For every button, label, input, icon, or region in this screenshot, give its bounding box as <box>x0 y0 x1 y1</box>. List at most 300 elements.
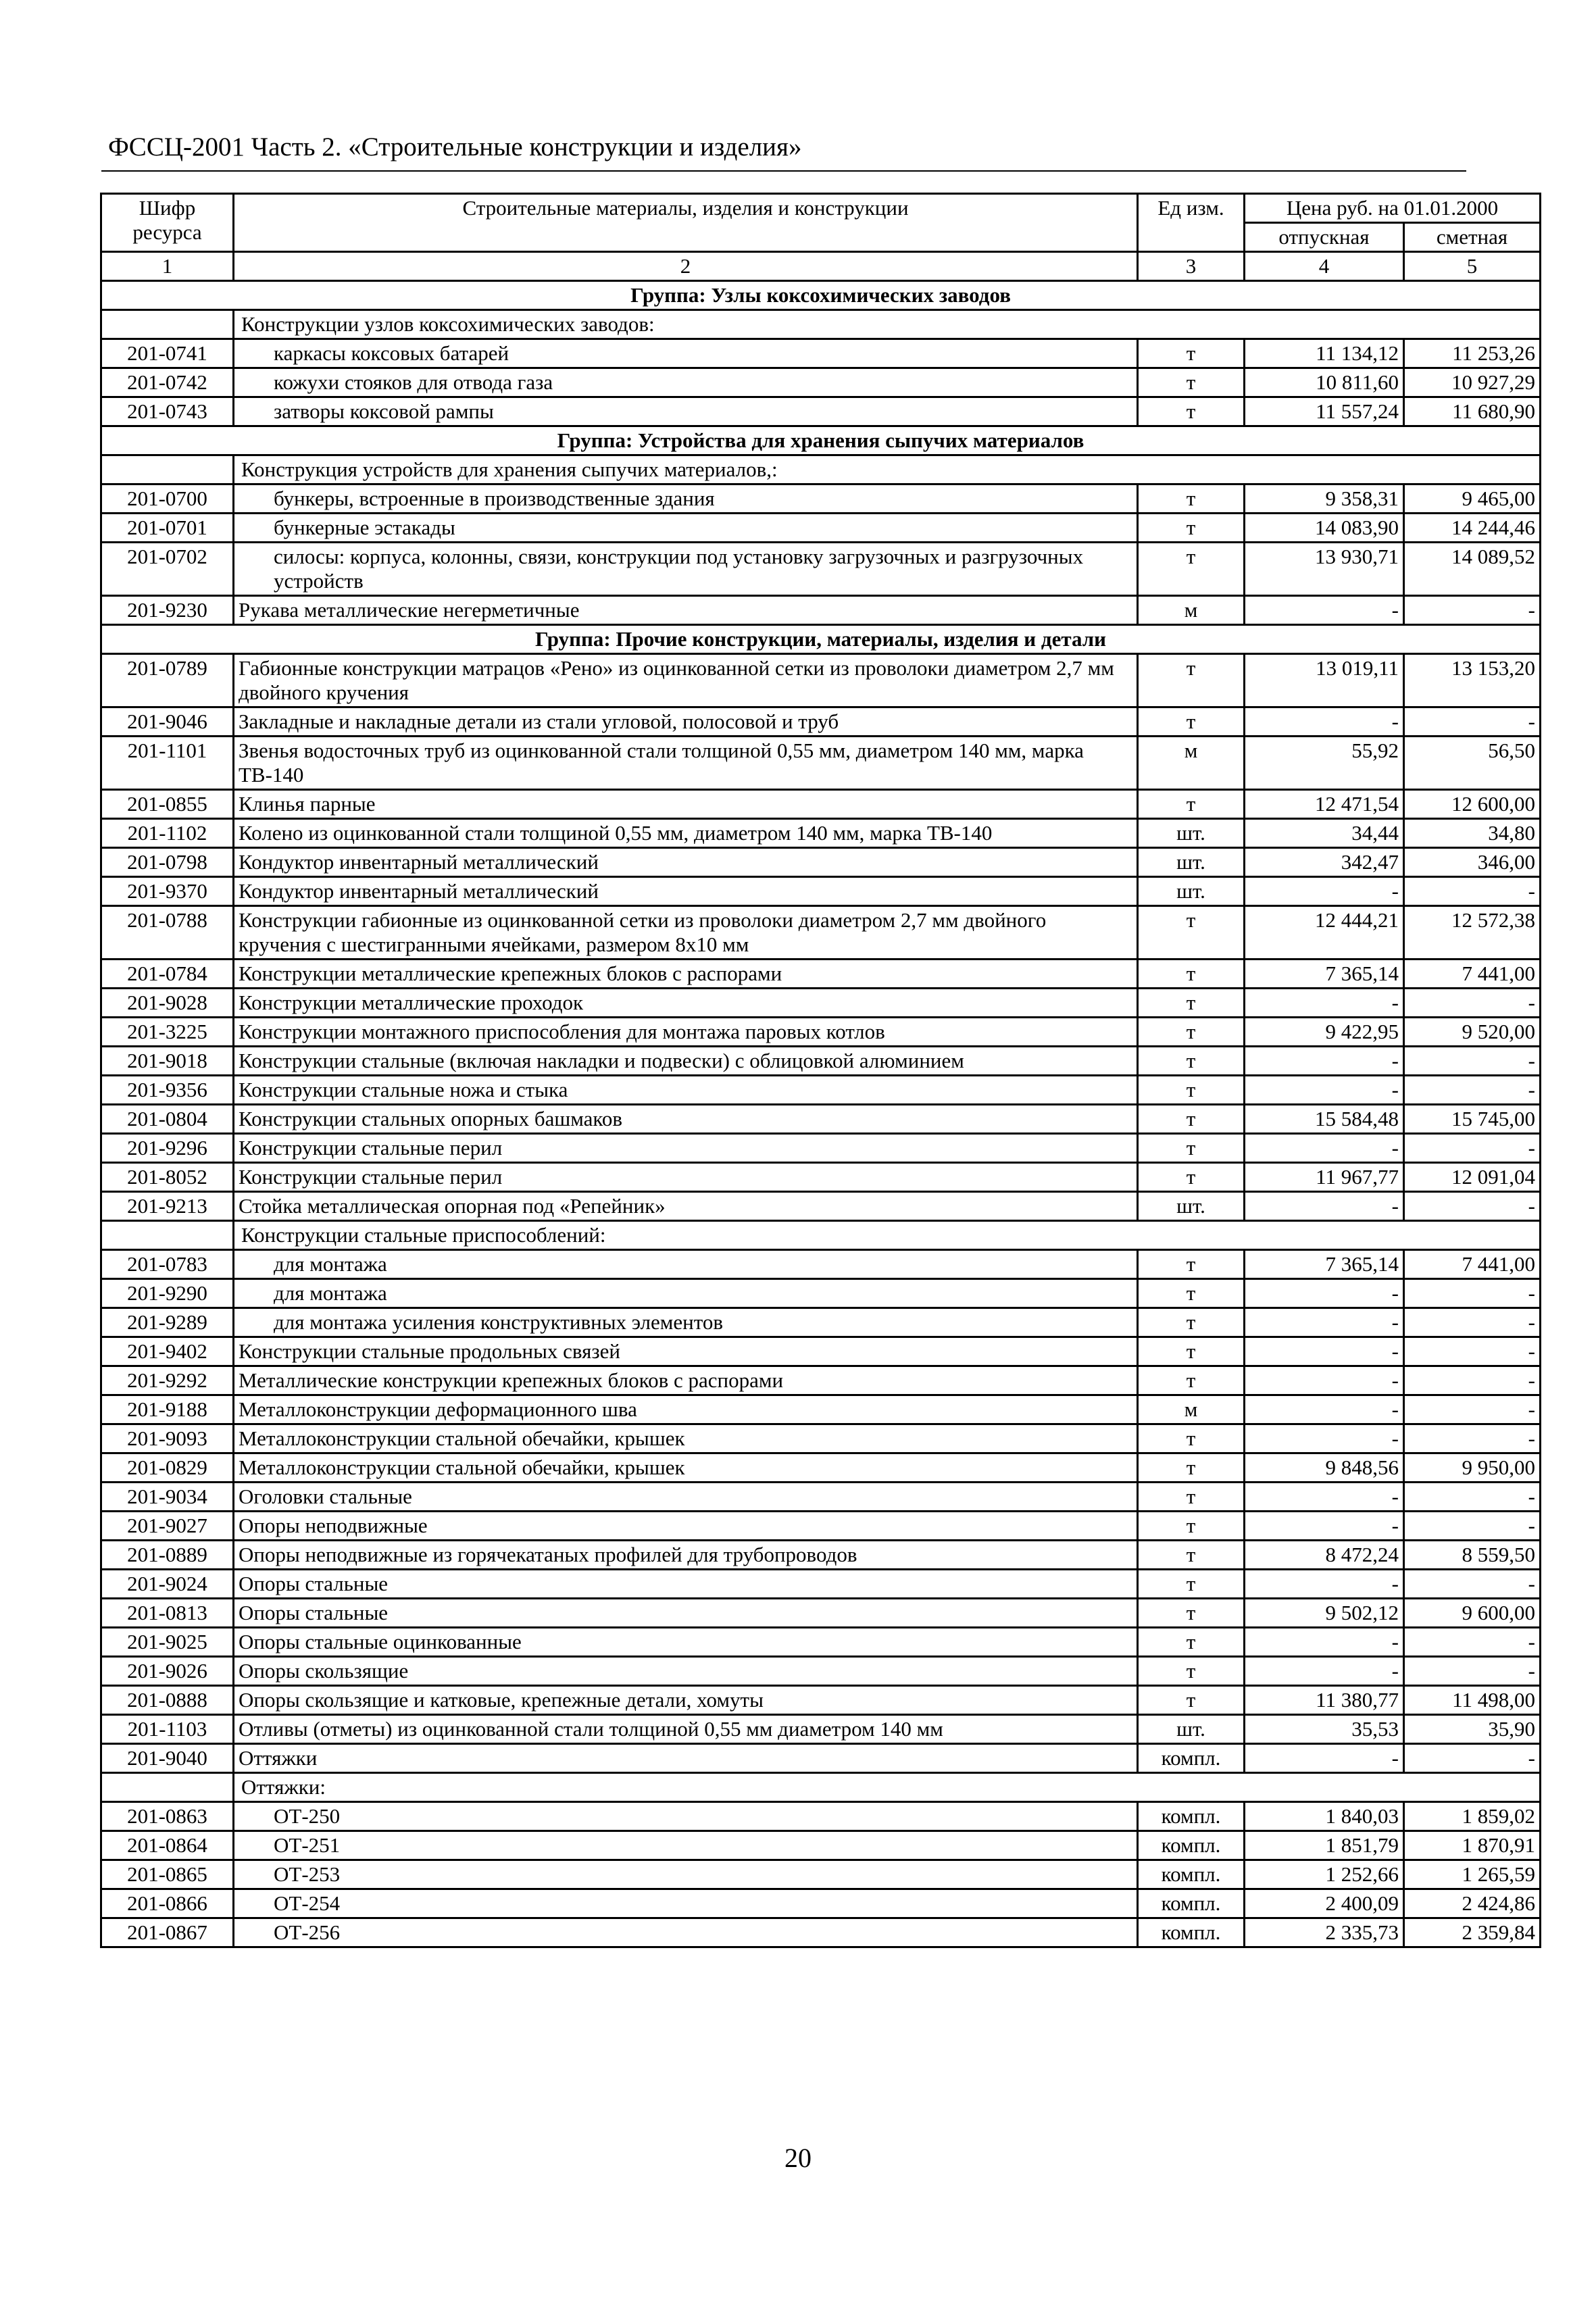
subheading-row <box>101 1221 1541 1250</box>
material-name-cell: бункеры, встроенные в производственные здания <box>234 484 1138 514</box>
release-price-cell: 342,47 <box>1245 848 1404 877</box>
table-row <box>101 989 1541 1018</box>
resource-code-cell: 201-3225 <box>101 1018 234 1047</box>
material-name-cell: ОТ-256 <box>234 1918 1138 1947</box>
table-row <box>101 1657 1541 1686</box>
resource-code-cell: 201-1101 <box>101 737 234 790</box>
estimate-price-cell: - <box>1404 1395 1541 1424</box>
resource-code-cell: 201-9370 <box>101 877 234 906</box>
resource-code-cell: 201-0700 <box>101 484 234 514</box>
resource-code-cell: 201-0888 <box>101 1686 234 1715</box>
material-name-cell: Клинья парные <box>234 790 1138 819</box>
estimate-price-cell: - <box>1404 1308 1541 1337</box>
resource-code-cell: 201-9040 <box>101 1744 234 1773</box>
table-row <box>101 737 1541 790</box>
empty-cell <box>101 1221 234 1250</box>
column-number: 3 <box>1138 252 1245 281</box>
table-row <box>101 654 1541 707</box>
unit-cell: т <box>1138 1453 1245 1483</box>
subheading: Оттяжки: <box>234 1773 1541 1802</box>
estimate-price-cell: 2 359,84 <box>1404 1918 1541 1947</box>
subheading-row <box>101 310 1541 339</box>
resource-code-cell: 201-9188 <box>101 1395 234 1424</box>
resource-code-cell: 201-0784 <box>101 960 234 989</box>
estimate-price-cell: 12 572,38 <box>1404 906 1541 960</box>
release-price-cell: 11 967,77 <box>1245 1163 1404 1192</box>
estimate-price-cell: 9 465,00 <box>1404 484 1541 514</box>
subheading: Конструкции стальные приспособлений: <box>234 1221 1541 1250</box>
estimate-price-cell: 8 559,50 <box>1404 1541 1541 1570</box>
unit-cell: т <box>1138 339 1245 368</box>
estimate-price-cell: 10 927,29 <box>1404 368 1541 397</box>
unit-cell: т <box>1138 654 1245 707</box>
material-name-cell: Опоры стальные <box>234 1570 1138 1599</box>
table-row <box>101 1483 1541 1512</box>
unit-cell: т <box>1138 1308 1245 1337</box>
material-name-cell: Конструкции металлические проходок <box>234 989 1138 1018</box>
material-name-cell: Конструкции стальные (включая накладки и подвески) с облицовкой алюминием <box>234 1047 1138 1076</box>
estimate-price-cell: - <box>1404 989 1541 1018</box>
unit-cell: т <box>1138 368 1245 397</box>
resource-code-cell: 201-0742 <box>101 368 234 397</box>
estimate-price-cell: - <box>1404 1512 1541 1541</box>
table-row <box>101 790 1541 819</box>
release-price-cell: 12 471,54 <box>1245 790 1404 819</box>
release-price-cell: - <box>1245 1047 1404 1076</box>
material-name-cell: ОТ-251 <box>234 1831 1138 1860</box>
release-price-cell: 11 557,24 <box>1245 397 1404 426</box>
table-row <box>101 707 1541 737</box>
material-name-cell: ОТ-253 <box>234 1860 1138 1889</box>
release-price-cell: - <box>1245 1308 1404 1337</box>
estimate-price-cell: - <box>1404 1076 1541 1105</box>
material-name-cell: Отливы (отметы) из оцинкованной стали толщиной 0,55 мм диаметром 140 мм <box>234 1715 1138 1744</box>
estimate-price-cell: 9 600,00 <box>1404 1599 1541 1628</box>
column-header-name: Строительные материалы, изделия и конструкции <box>234 194 1138 252</box>
subheading-row <box>101 455 1541 484</box>
estimate-price-cell: - <box>1404 1570 1541 1599</box>
table-row <box>101 397 1541 426</box>
material-name-cell: Стойка металлическая опорная под «Репейник» <box>234 1192 1138 1221</box>
table-row <box>101 1279 1541 1308</box>
table-row <box>101 1424 1541 1453</box>
estimate-price-cell: 35,90 <box>1404 1715 1541 1744</box>
material-name-cell: Металлоконструкции стальной обечайки, крышек <box>234 1424 1138 1453</box>
table-row <box>101 877 1541 906</box>
header-divider <box>101 170 1466 172</box>
unit-cell: шт. <box>1138 1715 1245 1744</box>
table-row <box>101 1599 1541 1628</box>
group-heading: Группа: Прочие конструкции, материалы, изделия и детали <box>101 625 1541 654</box>
table-row <box>101 1453 1541 1483</box>
unit-cell: т <box>1138 1366 1245 1395</box>
release-price-cell: 8 472,24 <box>1245 1541 1404 1570</box>
release-price-cell: 35,53 <box>1245 1715 1404 1744</box>
material-name-cell: Конструкции стальные перил <box>234 1163 1138 1192</box>
release-price-cell: 9 848,56 <box>1245 1453 1404 1483</box>
release-price-cell: 2 400,09 <box>1245 1889 1404 1918</box>
unit-cell: т <box>1138 1047 1245 1076</box>
unit-cell: шт. <box>1138 819 1245 848</box>
unit-cell: т <box>1138 1483 1245 1512</box>
material-name-cell: Оголовки стальные <box>234 1483 1138 1512</box>
column-header-code: Шифр ресурса <box>101 194 234 252</box>
release-price-cell: - <box>1245 1076 1404 1105</box>
unit-cell: м <box>1138 596 1245 625</box>
table-row <box>101 960 1541 989</box>
release-price-cell: - <box>1245 1483 1404 1512</box>
table-row <box>101 1541 1541 1570</box>
release-price-cell: - <box>1245 1512 1404 1541</box>
material-name-cell: для монтажа <box>234 1279 1138 1308</box>
release-price-cell: - <box>1245 1424 1404 1453</box>
unit-cell: компл. <box>1138 1744 1245 1773</box>
release-price-cell: - <box>1245 707 1404 737</box>
table-row <box>101 1918 1541 1947</box>
resource-code-cell: 201-0741 <box>101 339 234 368</box>
price-table-body <box>101 194 1541 1947</box>
table-row <box>101 596 1541 625</box>
unit-cell: т <box>1138 1076 1245 1105</box>
table-row <box>101 1018 1541 1047</box>
material-name-cell: Металлоконструкции стальной обечайки, крышек <box>234 1453 1138 1483</box>
material-name-cell: Опоры стальные <box>234 1599 1138 1628</box>
estimate-price-cell: - <box>1404 1366 1541 1395</box>
estimate-price-cell: - <box>1404 1628 1541 1657</box>
material-name-cell: Опоры стальные оцинкованные <box>234 1628 1138 1657</box>
unit-cell: компл. <box>1138 1860 1245 1889</box>
estimate-price-cell: - <box>1404 1047 1541 1076</box>
material-name-cell: Конструкции монтажного приспособления для монтажа паровых котлов <box>234 1018 1138 1047</box>
material-name-cell: Звенья водосточных труб из оцинкованной стали толщиной 0,55 мм, диаметром 140 мм, марка ТВ-140 <box>234 737 1138 790</box>
group-heading-row <box>101 625 1541 654</box>
column-numbers-row <box>101 252 1541 281</box>
resource-code-cell: 201-9292 <box>101 1366 234 1395</box>
release-price-cell: 34,44 <box>1245 819 1404 848</box>
estimate-price-cell: 56,50 <box>1404 737 1541 790</box>
material-name-cell: Рукава металлические негерметичные <box>234 596 1138 625</box>
table-row <box>101 906 1541 960</box>
unit-cell: т <box>1138 1134 1245 1163</box>
table-row <box>101 1047 1541 1076</box>
unit-cell: т <box>1138 1628 1245 1657</box>
resource-code-cell: 201-9290 <box>101 1279 234 1308</box>
unit-cell: шт. <box>1138 848 1245 877</box>
resource-code-cell: 201-9289 <box>101 1308 234 1337</box>
unit-cell: т <box>1138 1250 1245 1279</box>
material-name-cell: Закладные и накладные детали из стали угловой, полосовой и труб <box>234 707 1138 737</box>
unit-cell: шт. <box>1138 1192 1245 1221</box>
unit-cell: т <box>1138 1512 1245 1541</box>
release-price-cell: 13 019,11 <box>1245 654 1404 707</box>
table-row <box>101 1192 1541 1221</box>
column-number: 5 <box>1404 252 1541 281</box>
material-name-cell: Опоры скользящие и катковые, крепежные детали, хомуты <box>234 1686 1138 1715</box>
estimate-price-cell: 7 441,00 <box>1404 960 1541 989</box>
table-row <box>101 1163 1541 1192</box>
column-header-unit: Ед изм. <box>1138 194 1245 252</box>
table-row <box>101 1628 1541 1657</box>
table-row <box>101 543 1541 596</box>
material-name-cell: для монтажа <box>234 1250 1138 1279</box>
estimate-price-cell: 9 950,00 <box>1404 1453 1541 1483</box>
material-name-cell: Металлические конструкции крепежных блоков с распорами <box>234 1366 1138 1395</box>
estimate-price-cell: 12 091,04 <box>1404 1163 1541 1192</box>
resource-code-cell: 201-9093 <box>101 1424 234 1453</box>
resource-code-cell: 201-9024 <box>101 1570 234 1599</box>
material-name-cell: каркасы коксовых батарей <box>234 339 1138 368</box>
column-number: 2 <box>234 252 1138 281</box>
material-name-cell: Кондуктор инвентарный металлический <box>234 848 1138 877</box>
resource-code-cell: 201-0813 <box>101 1599 234 1628</box>
material-name-cell: Конструкции стальные перил <box>234 1134 1138 1163</box>
unit-cell: т <box>1138 1686 1245 1715</box>
material-name-cell: Опоры неподвижные из горячекатаных профилей для трубопроводов <box>234 1541 1138 1570</box>
estimate-price-cell: 11 498,00 <box>1404 1686 1541 1715</box>
material-name-cell: Конструкции стальные ножа и стыка <box>234 1076 1138 1105</box>
unit-cell: компл. <box>1138 1831 1245 1860</box>
estimate-price-cell: 2 424,86 <box>1404 1889 1541 1918</box>
release-price-cell: - <box>1245 877 1404 906</box>
table-row <box>101 368 1541 397</box>
table-row <box>101 1744 1541 1773</box>
unit-cell: т <box>1138 1599 1245 1628</box>
unit-cell: т <box>1138 790 1245 819</box>
estimate-price-cell: 14 244,46 <box>1404 514 1541 543</box>
resource-code-cell: 201-0829 <box>101 1453 234 1483</box>
unit-cell: т <box>1138 1279 1245 1308</box>
material-name-cell: ОТ-254 <box>234 1889 1138 1918</box>
table-row <box>101 1366 1541 1395</box>
table-row <box>101 1860 1541 1889</box>
estimate-price-cell: - <box>1404 707 1541 737</box>
release-price-cell: - <box>1245 1192 1404 1221</box>
empty-cell <box>101 455 234 484</box>
table-row <box>101 1512 1541 1541</box>
estimate-price-cell: - <box>1404 877 1541 906</box>
release-price-cell: 9 358,31 <box>1245 484 1404 514</box>
release-price-cell: - <box>1245 1570 1404 1599</box>
unit-cell: т <box>1138 397 1245 426</box>
material-name-cell: ОТ-250 <box>234 1802 1138 1831</box>
resource-code-cell: 201-0855 <box>101 790 234 819</box>
table-row <box>101 1570 1541 1599</box>
release-price-cell: - <box>1245 596 1404 625</box>
table-row <box>101 848 1541 877</box>
subheading: Конструкции узлов коксохимических заводов: <box>234 310 1541 339</box>
material-name-cell: Металлоконструкции деформационного шва <box>234 1395 1138 1424</box>
material-name-cell: силосы: корпуса, колонны, связи, конструкции под установку загрузочных и разгрузочных устройств <box>234 543 1138 596</box>
table-row <box>101 1250 1541 1279</box>
material-name-cell: Оттяжки <box>234 1744 1138 1773</box>
material-name-cell: Конструкции стальных опорных башмаков <box>234 1105 1138 1134</box>
resource-code-cell: 201-1103 <box>101 1715 234 1744</box>
unit-cell: т <box>1138 1337 1245 1366</box>
release-price-cell: 9 422,95 <box>1245 1018 1404 1047</box>
estimate-price-cell: 14 089,52 <box>1404 543 1541 596</box>
empty-cell <box>101 310 234 339</box>
table-row <box>101 1395 1541 1424</box>
estimate-price-cell: 34,80 <box>1404 819 1541 848</box>
table-row <box>101 339 1541 368</box>
resource-code-cell: 201-0867 <box>101 1918 234 1947</box>
resource-code-cell: 201-0783 <box>101 1250 234 1279</box>
table-row <box>101 1715 1541 1744</box>
resource-code-cell: 201-9356 <box>101 1076 234 1105</box>
release-price-cell: 15 584,48 <box>1245 1105 1404 1134</box>
resource-code-cell: 201-0788 <box>101 906 234 960</box>
table-row <box>101 1337 1541 1366</box>
estimate-price-cell: 13 153,20 <box>1404 654 1541 707</box>
resource-code-cell: 201-9213 <box>101 1192 234 1221</box>
estimate-price-cell: 346,00 <box>1404 848 1541 877</box>
unit-cell: т <box>1138 1018 1245 1047</box>
material-name-cell: бункерные эстакады <box>234 514 1138 543</box>
estimate-price-cell: - <box>1404 1337 1541 1366</box>
resource-code-cell: 201-9402 <box>101 1337 234 1366</box>
group-heading: Группа: Узлы коксохимических заводов <box>101 281 1541 310</box>
release-price-cell: 11 380,77 <box>1245 1686 1404 1715</box>
table-row <box>101 1076 1541 1105</box>
release-price-cell: - <box>1245 1279 1404 1308</box>
estimate-price-cell: - <box>1404 1744 1541 1773</box>
unit-cell: т <box>1138 960 1245 989</box>
resource-code-cell: 201-0889 <box>101 1541 234 1570</box>
estimate-price-cell: 12 600,00 <box>1404 790 1541 819</box>
release-price-cell: - <box>1245 989 1404 1018</box>
release-price-cell: - <box>1245 1628 1404 1657</box>
unit-cell: компл. <box>1138 1889 1245 1918</box>
estimate-price-cell: - <box>1404 1657 1541 1686</box>
material-name-cell: Колено из оцинкованной стали толщиной 0,55 мм, диаметром 140 мм, марка ТВ-140 <box>234 819 1138 848</box>
unit-cell: м <box>1138 1395 1245 1424</box>
table-row <box>101 1308 1541 1337</box>
material-name-cell: затворы коксовой рампы <box>234 397 1138 426</box>
column-number: 4 <box>1245 252 1404 281</box>
table-row <box>101 1802 1541 1831</box>
release-price-cell: 1 851,79 <box>1245 1831 1404 1860</box>
unit-cell: т <box>1138 543 1245 596</box>
unit-cell: т <box>1138 1570 1245 1599</box>
resource-code-cell: 201-0804 <box>101 1105 234 1134</box>
release-price-cell: 2 335,73 <box>1245 1918 1404 1947</box>
resource-code-cell: 201-0702 <box>101 543 234 596</box>
estimate-price-cell: 1 265,59 <box>1404 1860 1541 1889</box>
release-price-cell: - <box>1245 1337 1404 1366</box>
resource-code-cell: 201-0864 <box>101 1831 234 1860</box>
table-row <box>101 1105 1541 1134</box>
unit-cell: т <box>1138 1541 1245 1570</box>
release-price-cell: 1 840,03 <box>1245 1802 1404 1831</box>
table-row <box>101 1686 1541 1715</box>
material-name-cell: Конструкции стальные продольных связей <box>234 1337 1138 1366</box>
unit-cell: т <box>1138 1657 1245 1686</box>
release-price-cell: 14 083,90 <box>1245 514 1404 543</box>
subheading: Конструкция устройств для хранения сыпучих материалов,: <box>234 455 1541 484</box>
material-name-cell: Габионные конструкции матрацов «Рено» из оцинкованной сетки из проволоки диаметром 2,7 мм двойного кручения <box>234 654 1138 707</box>
resource-code-cell: 201-9046 <box>101 707 234 737</box>
release-price-cell: 10 811,60 <box>1245 368 1404 397</box>
material-name-cell: Конструкции металлические крепежных блоков с распорами <box>234 960 1138 989</box>
resource-code-cell: 201-9034 <box>101 1483 234 1512</box>
release-price-cell: 55,92 <box>1245 737 1404 790</box>
unit-cell: т <box>1138 1105 1245 1134</box>
group-heading: Группа: Устройства для хранения сыпучих материалов <box>101 426 1541 455</box>
estimate-price-cell: - <box>1404 1192 1541 1221</box>
estimate-price-cell: 11 253,26 <box>1404 339 1541 368</box>
release-price-cell: 12 444,21 <box>1245 906 1404 960</box>
material-name-cell: Конструкции габионные из оцинкованной сетки из проволоки диаметром 2,7 мм двойного кручения с шестигранными ячейками, размером 8х10 мм <box>234 906 1138 960</box>
estimate-price-cell: 9 520,00 <box>1404 1018 1541 1047</box>
release-price-cell: - <box>1245 1744 1404 1773</box>
page-title: ФССЦ-2001 Часть 2. «Строительные конструкции и изделия» <box>108 132 802 161</box>
resource-code-cell: 201-9296 <box>101 1134 234 1163</box>
unit-cell: т <box>1138 906 1245 960</box>
estimate-price-cell: - <box>1404 1424 1541 1453</box>
column-header-estimate-price: сметная <box>1404 223 1541 252</box>
resource-code-cell: 201-0789 <box>101 654 234 707</box>
material-name-cell: Кондуктор инвентарный металлический <box>234 877 1138 906</box>
unit-cell: т <box>1138 707 1245 737</box>
group-heading-row <box>101 426 1541 455</box>
unit-cell: т <box>1138 514 1245 543</box>
release-price-cell: 7 365,14 <box>1245 1250 1404 1279</box>
material-name-cell: кожухи стояков для отвода газа <box>234 368 1138 397</box>
release-price-cell: - <box>1245 1657 1404 1686</box>
page-number: 20 <box>784 2143 812 2173</box>
release-price-cell: 13 930,71 <box>1245 543 1404 596</box>
table-row <box>101 819 1541 848</box>
estimate-price-cell: - <box>1404 1279 1541 1308</box>
resource-code-cell: 201-0863 <box>101 1802 234 1831</box>
estimate-price-cell: 1 859,02 <box>1404 1802 1541 1831</box>
table-header-row <box>101 194 1541 223</box>
empty-cell <box>101 1773 234 1802</box>
table-row <box>101 514 1541 543</box>
price-table <box>100 193 1541 1948</box>
material-name-cell: для монтажа усиления конструктивных элементов <box>234 1308 1138 1337</box>
resource-code-cell: 201-9230 <box>101 596 234 625</box>
unit-cell: компл. <box>1138 1802 1245 1831</box>
resource-code-cell: 201-9025 <box>101 1628 234 1657</box>
resource-code-cell: 201-0743 <box>101 397 234 426</box>
subheading-row <box>101 1773 1541 1802</box>
estimate-price-cell: - <box>1404 596 1541 625</box>
column-header-price-group: Цена руб. на 01.01.2000 <box>1245 194 1541 223</box>
release-price-cell: - <box>1245 1134 1404 1163</box>
estimate-price-cell: 1 870,91 <box>1404 1831 1541 1860</box>
unit-cell: м <box>1138 737 1245 790</box>
group-heading-row <box>101 281 1541 310</box>
table-row <box>101 484 1541 514</box>
material-name-cell: Опоры скользящие <box>234 1657 1138 1686</box>
table-row <box>101 1831 1541 1860</box>
resource-code-cell: 201-0798 <box>101 848 234 877</box>
release-price-cell: 11 134,12 <box>1245 339 1404 368</box>
unit-cell: т <box>1138 989 1245 1018</box>
release-price-cell: 1 252,66 <box>1245 1860 1404 1889</box>
column-header-release-price: отпускная <box>1245 223 1404 252</box>
estimate-price-cell: 7 441,00 <box>1404 1250 1541 1279</box>
release-price-cell: - <box>1245 1395 1404 1424</box>
estimate-price-cell: - <box>1404 1483 1541 1512</box>
table-row <box>101 1134 1541 1163</box>
estimate-price-cell: - <box>1404 1134 1541 1163</box>
resource-code-cell: 201-9027 <box>101 1512 234 1541</box>
unit-cell: т <box>1138 484 1245 514</box>
release-price-cell: 7 365,14 <box>1245 960 1404 989</box>
material-name-cell: Опоры неподвижные <box>234 1512 1138 1541</box>
